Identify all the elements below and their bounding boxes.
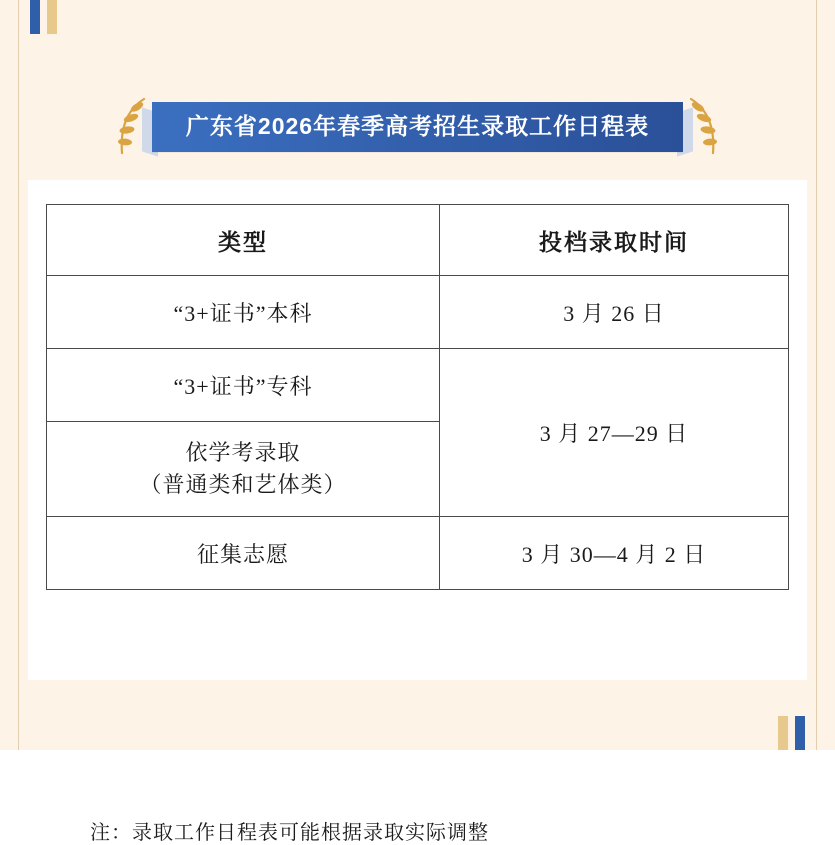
bottom-right-decoration — [778, 716, 805, 750]
cell-type: 征集志愿 — [47, 517, 440, 590]
cell-type-line1: 依学考录取 — [185, 440, 301, 466]
table-row — [47, 349, 789, 422]
cell-type: “3+证书”专科 — [47, 349, 440, 422]
header-type: 类型 — [47, 205, 440, 276]
cell-time: 3 月 30—4 月 2 日 — [440, 517, 789, 590]
table-row — [47, 517, 789, 590]
cell-type — [47, 422, 440, 517]
laurel-right-icon — [683, 95, 729, 159]
footnote: 注：录取工作日程表可能根据录取实际调整 — [90, 822, 489, 844]
cell-time: 3 月 26 日 — [440, 276, 789, 349]
page-title: 广东省2026年春季高考招生录取工作日程表 — [152, 102, 683, 152]
cell-time: 3 月 27—29 日 — [440, 349, 789, 517]
title-banner-area — [0, 95, 835, 159]
cell-type-line2: （普通类和艺体类） — [139, 472, 347, 497]
header-time: 投档录取时间 — [440, 205, 789, 276]
laurel-left-icon — [106, 95, 152, 159]
table-header-row — [47, 205, 789, 276]
schedule-card — [28, 180, 807, 844]
table-row — [47, 276, 789, 349]
schedule-table — [46, 204, 789, 590]
cell-type: “3+证书”本科 — [47, 276, 440, 349]
top-left-decoration — [30, 0, 57, 34]
